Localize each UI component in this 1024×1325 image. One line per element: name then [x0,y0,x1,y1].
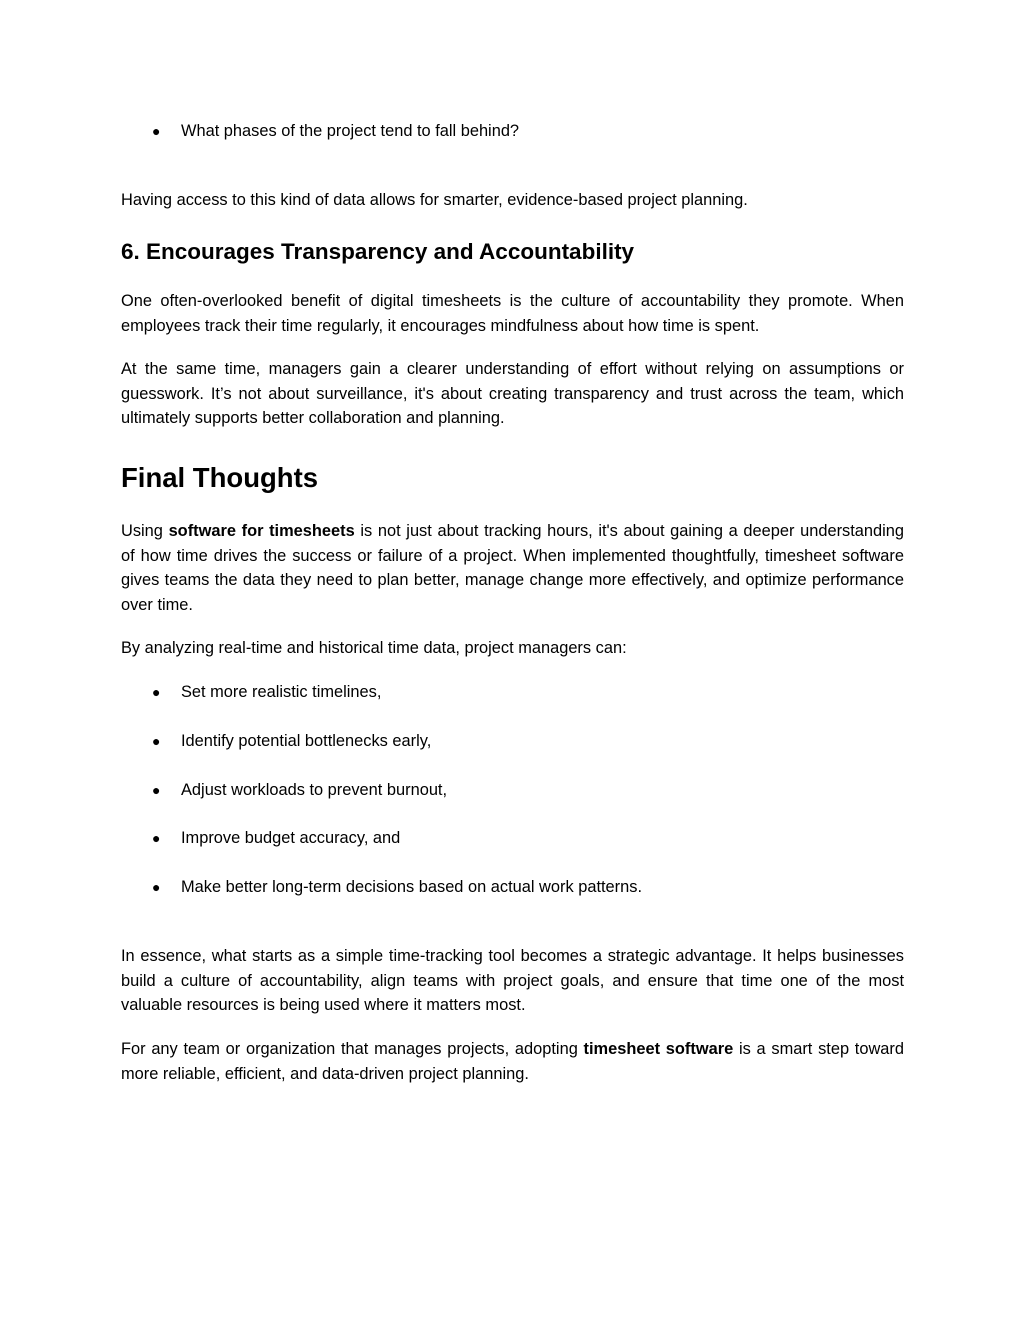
list-item [121,826,904,851]
final-paragraph-4-start: For any team or organization that manages projects, adopting [121,1040,584,1058]
list-item-text: Set more realistic timelines, [181,683,382,701]
planning-paragraph: Having access to this kind of data allows for smarter, evidence-based project planning. [121,191,748,209]
final-paragraph-1-rest: is not just about tracking hours, it's about gaining a deeper understanding of how time drives the success or failure of a project. When implemented thoughtfully, timesheet software gives teams the data they need to plan better, manage change more effectively, and optimize performance over time. [121,522,905,614]
software-for-timesheets-bold: software for timesheets [168,522,355,540]
section-6-heading: 6. Encourages Transparency and Accountability [121,239,635,264]
final-paragraph-2: By analyzing real-time and historical time data, project managers can: [121,639,627,657]
section-6-paragraph-1: One often-overlooked benefit of digital timesheets is the culture of accountability they promote. When employees track their time regularly, it encourages mindfulness about how time is spent. [121,292,904,335]
bullet-icon: ● [152,781,161,798]
list-item [121,778,904,803]
top-bullet-list [121,119,904,144]
list-item-text: Identify potential bottlenecks early, [181,731,432,750]
list-item-text: Make better long-term decisions based on actual work patterns. [181,878,642,897]
final-paragraph-4 [121,1037,904,1086]
bullet-icon: ● [152,123,161,139]
final-bullet-list [121,680,904,900]
final-thoughts-heading: Final Thoughts [121,462,319,493]
bullet-icon: ● [152,830,161,847]
final-paragraph-4-rest: is a smart step toward more reliable, efficient, and data-driven project planning. [121,1040,904,1083]
bullet-icon: ● [152,732,161,749]
final-paragraph-1 [121,519,904,617]
bullet-icon: ● [152,879,161,896]
final-paragraph-3: In essence, what starts as a simple time-tracking tool becomes a strategic advantage. It helps businesses build a culture of accountability, align teams with project goals, and ensure that time one of the most valuable resources is being used where it matters most. [121,947,904,1014]
list-item-text: Improve budget accuracy, and [181,829,401,848]
bullet-icon: ● [152,684,161,700]
final-paragraph-1-start: Using [121,522,169,540]
list-item-text: What phases of the project tend to fall behind? [181,122,520,140]
list-item [121,875,904,900]
list-item [121,119,904,144]
timesheet-software-bold: timesheet software [583,1040,734,1058]
list-item-text: Adjust workloads to prevent burnout, [181,780,448,799]
list-item [121,729,904,754]
list-item [121,680,904,705]
section-6-paragraph-2: At the same time, managers gain a clearer understanding of effort without relying on assumptions or guesswork. It’s not about surveillance, it's about creating transparency and trust across the team, which ultimately supports better collaboration and planning. [121,360,904,427]
